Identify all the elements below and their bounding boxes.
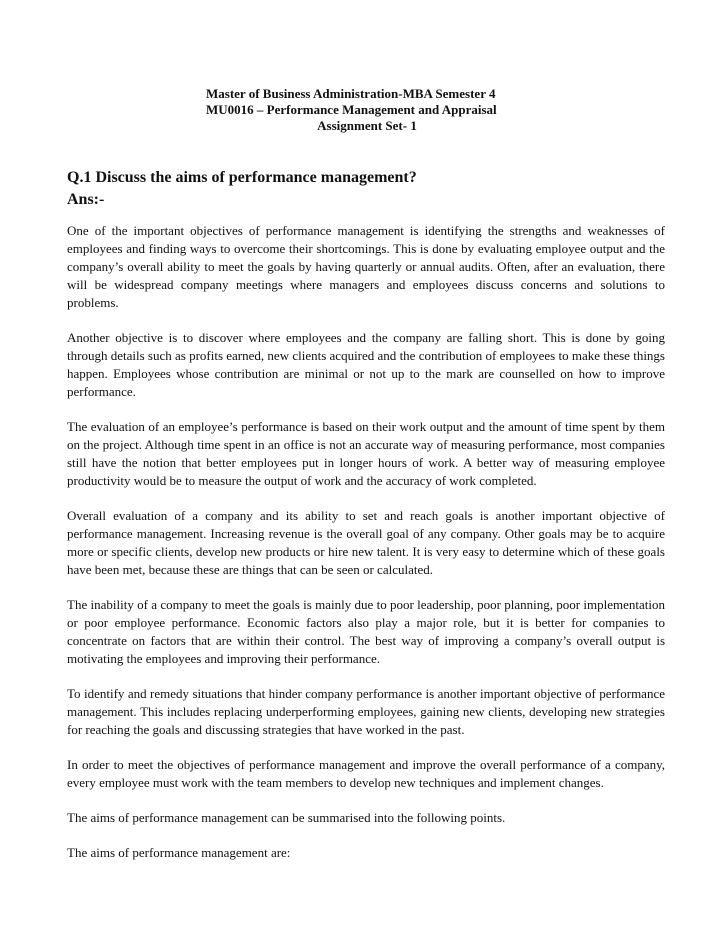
- paragraph: The inability of a company to meet the goals is mainly due to poor leadership, poor planning, poor implementation or poor employee performance. Economic factors also play a major role, but it is better for companies to concentrate on factors that are within their control. The best way of improving a company’s overall output is motivating the employees and improving their performance.: [67, 597, 665, 666]
- paragraph: One of the important objectives of performance management is identifying the strengths and weaknesses of employees and finding ways to overcome their shortcomings. This is done by evaluating employee output and the company’s overall ability to meet the goals by having quarterly or annual audits. Often, after an evaluation, there will be widespread company meetings where managers and employees discuss concerns and solutions to problems.: [67, 223, 665, 310]
- header-program-line: Master of Business Administration-MBA Semester 4: [206, 86, 496, 101]
- paragraph: The aims of performance management are:: [67, 845, 291, 860]
- paragraph: Overall evaluation of a company and its ability to set and reach goals is another important objective of performance management. Increasing revenue is the overall goal of any company. Other goals may be to acquire more or specific clients, develop new products or hire new talent. It is very easy to determine which of these goals have been met, because these are things that can be seen or calculated.: [67, 508, 665, 577]
- document-header: [196, 86, 538, 134]
- header-course-line: MU0016 – Performance Management and Appraisal: [206, 102, 497, 117]
- question-heading: Q.1 Discuss the aims of performance management?: [67, 169, 417, 186]
- header-assignment-line: Assignment Set- 1: [317, 118, 417, 133]
- answer-body: [67, 222, 665, 879]
- paragraph: To identify and remedy situations that hinder company performance is another important objective of performance management. This includes replacing underperforming employees, gaining new clients, developing new strategies for reaching the goals and discussing strategies that have worked in the past.: [67, 686, 665, 737]
- answer-label: Ans:-: [67, 191, 105, 208]
- paragraph: The evaluation of an employee’s performance is based on their work output and the amount of time spent by them on the project. Although time spent in an office is not an accurate way of measuring performance, most companies still have the notion that better employees put in longer hours of work. A better way of measuring employee productivity would be to measure the output of work and the accuracy of work completed.: [67, 419, 665, 488]
- paragraph: Another objective is to discover where employees and the company are falling short. This is done by going through details such as profits earned, new clients acquired and the contribution of employees to make these things happen. Employees whose contribution are minimal or not up to the mark are counselled on how to improve performance.: [67, 330, 665, 399]
- paragraph: The aims of performance management can be summarised into the following points.: [67, 810, 506, 825]
- paragraph: In order to meet the objectives of performance management and improve the overall performance of a company, every employee must work with the team members to develop new techniques and implement changes.: [67, 757, 665, 790]
